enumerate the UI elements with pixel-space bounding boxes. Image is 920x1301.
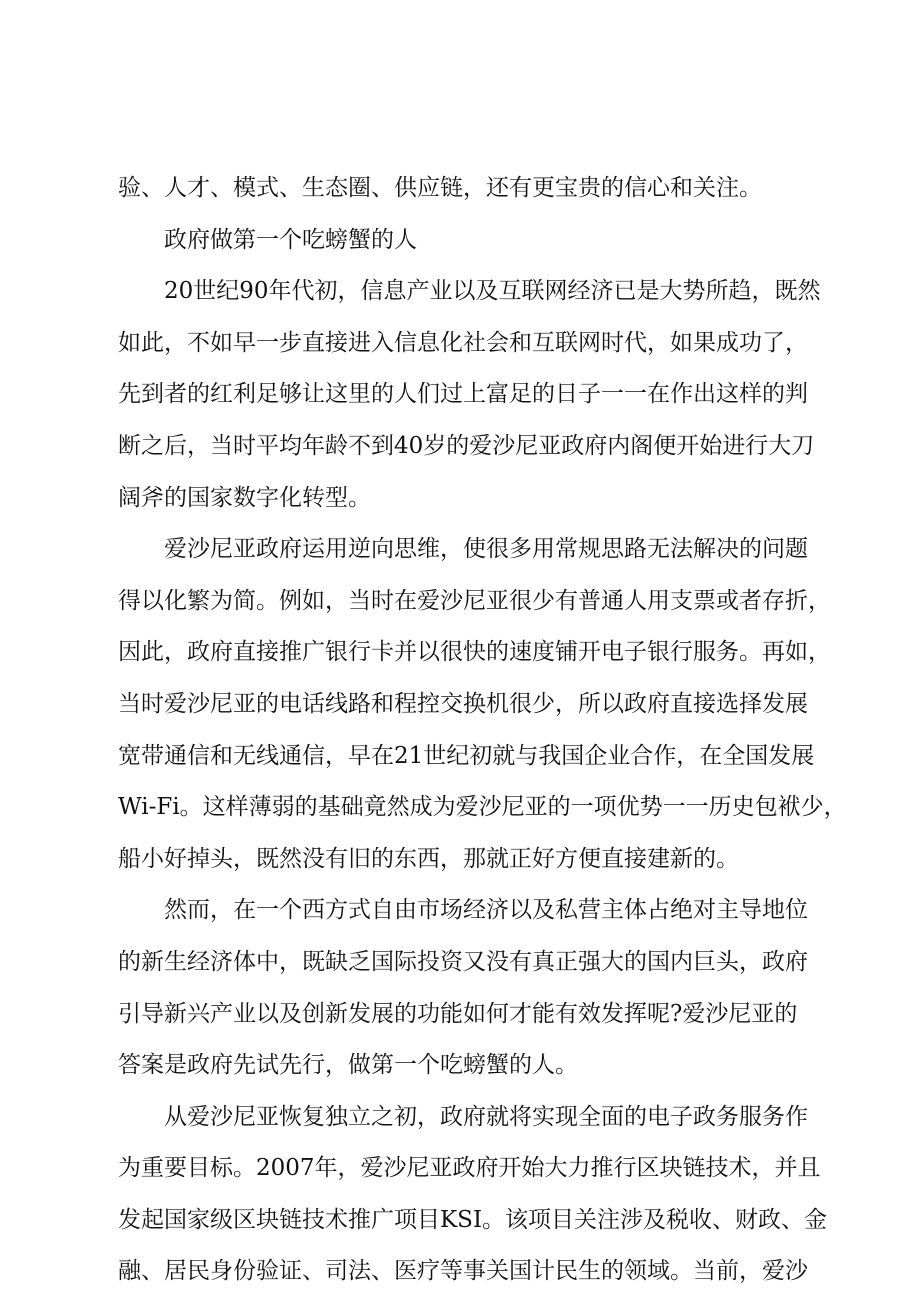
paragraph-first-line: 然而，在一个西方式自由市场经济以及私营主体占绝对主导地位 — [164, 897, 808, 924]
document-body — [118, 163, 847, 1298]
paragraph-line: 船小好掉头，既然没有旧的东西，那就正好方便直接建新的。 — [118, 845, 739, 872]
paragraph-line: 发起国家级区块链技术推广项目KSI。该项目关注涉及税收、财政、金 — [118, 1206, 828, 1233]
section-heading: 政府做第一个吃螃蟹的人 — [164, 226, 417, 253]
paragraph-line: Wi-Fi。这样薄弱的基础竟然成为爱沙尼亚的一项优势一一历史包袱少， — [118, 794, 847, 821]
paragraph-first-line: 从爱沙尼亚恢复独立之初，政府就将实现全面的电子政务服务作 — [164, 1103, 808, 1130]
paragraph-line: 先到者的红利足够让这里的人们过上富足的日子一一在作出这样的判 — [118, 381, 808, 408]
paragraph-line: 断之后，当时平均年龄不到40岁的爱沙尼亚政府内阁便开始进行大刀 — [118, 432, 815, 459]
paragraph-line: 引导新兴产业以及创新发展的功能如何才能有效发挥呢?爱沙尼亚的 — [118, 1000, 798, 1027]
paragraph-line: 阔斧的国家数字化转型。 — [118, 484, 371, 511]
paragraph-line: 融、居民身份验证、司法、医疗等事关国计民生的领域。当前，爱沙 — [118, 1258, 808, 1285]
paragraph-line: 得以化繁为简。例如，当时在爱沙尼亚很少有普通人用支票或者存折， — [118, 587, 831, 614]
paragraph-line: 宽带通信和无线通信，早在21世纪初就与我国企业合作，在全国发展 — [118, 742, 815, 769]
paragraph-first-line: 20世纪90年代初，信息产业以及互联网经济已是大势所趋，既然 — [164, 278, 821, 305]
paragraph-first-line: 爱沙尼亚政府运用逆向思维，使很多用常规思路无法解决的问题 — [164, 536, 808, 563]
paragraph-continuation-line: 验、人才、模式、生态圈、供应链，还有更宝贵的信心和关注。 — [118, 175, 762, 201]
paragraph-line: 当时爱沙尼亚的电话线路和程控交换机很少，所以政府直接选择发展 — [118, 690, 808, 717]
paragraph-line: 答案是政府先试先行，做第一个吃螃蟹的人。 — [118, 1052, 578, 1079]
paragraph-line: 因此，政府直接推广银行卡并以很快的速度铺开电子银行服务。再如， — [118, 639, 831, 666]
paragraph-line: 的新生经济体中，既缺乏国际投资又没有真正强大的国内巨头，政府 — [118, 948, 808, 975]
paragraph-line: 如此，不如早一步直接进入信息化社会和互联网时代，如果成功了， — [118, 329, 808, 356]
paragraph-line: 为重要目标。2007年，爱沙尼亚政府开始大力推行区块链技术，并且 — [118, 1155, 821, 1182]
